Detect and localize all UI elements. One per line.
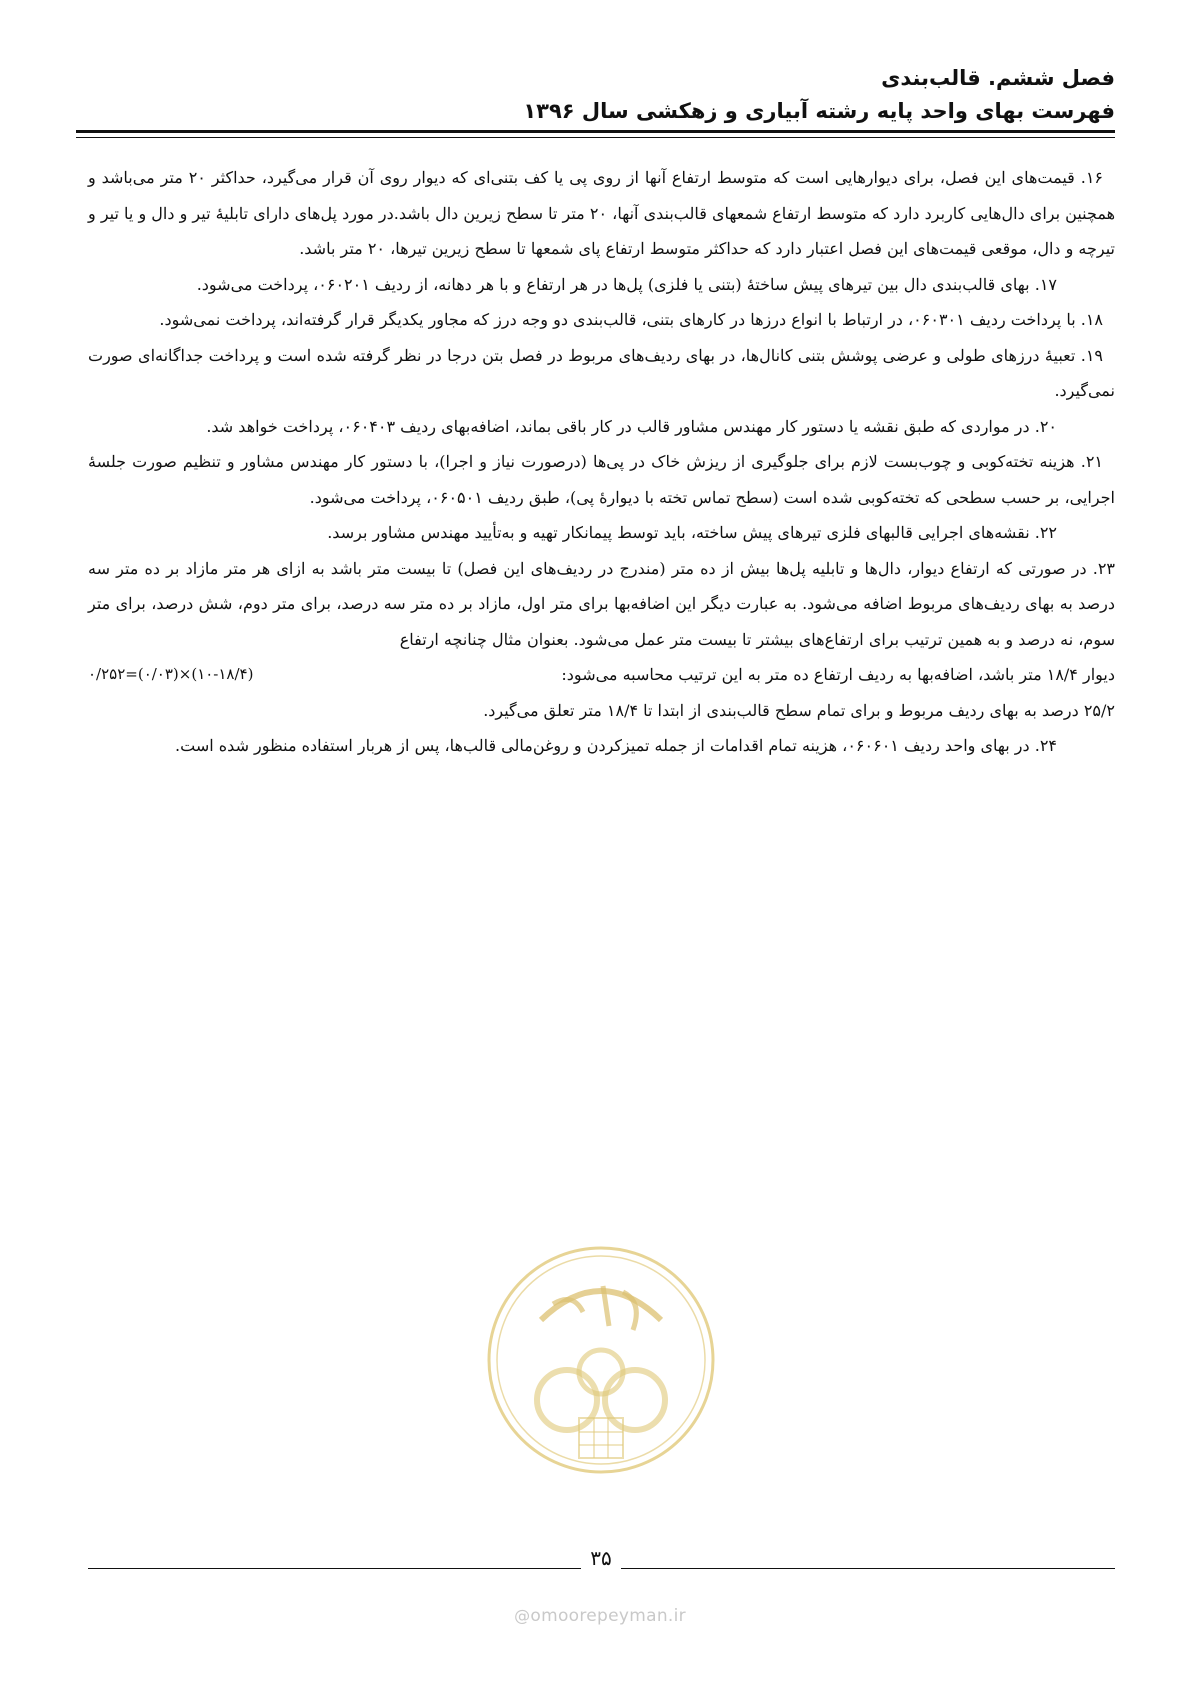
paragraph-16: ۱۶. قیمت‌های این فصل، برای دیوارهایی است که متوسط ارتفاع آنها از روی پی یا کف بتنی‌ای که دیوار روی آن قرار می‌گیرد، حداکثر ۲۰ متر می‌باشد و همچنین برای دال‌هایی کاربرد دارد که متوسط ارتفاع شمعهای قالب‌بندی آنها، ۲۰ متر تا سطح زیرین دال باشد.در مورد پل‌های دارای تابلیهٔ تیر و دال و یا تیر و تیرچه و دال، موقعی قیمت‌های این فصل اعتبار دارد که حداکثر متوسط ارتفاع پای شمعها تا سطح زیرین تیرها، ۲۰ متر باشد. xyxy=(88,168,1116,258)
paragraph-20: ۲۰. در مواردی که طبق نقشه یا دستور کار مهندس مشاور قالب در کار باقی بماند، اضافه‌بهای ردیف ۰۶۰۴۰۳، پرداخت خواهد شد. xyxy=(206,416,1057,436)
paragraph-22: ۲۲. نقشه‌های اجرایی قالبهای فلزی تیرهای پیش ساخته، باید توسط پیمانکار تهیه و به‌تأیید مهندس مشاور برسد. xyxy=(327,523,1057,542)
body-text xyxy=(88,160,1115,764)
paragraph-21: ۲۱. هزینه تخته‌کوبی و چوب‌بست لازم برای جلوگیری از ریزش خاک در پی‌ها (درصورت نیاز و اجرا)، با دستور کار مهندس مشاور و تنظیم صورت جلسهٔ اجرایی، بر حسب سطحی که تخته‌کوبی شده است (سطح تماس تخته با دیوارهٔ پی)، طبق ردیف ۰۶۰۵۰۱، پرداخت می‌شود. xyxy=(88,452,1115,507)
site-watermark xyxy=(480,1606,720,1626)
paragraph-23: ۲۳. در صورتی که ارتفاع دیوار، دال‌ها و تابلیه پل‌ها بیش از ده متر (مندرج در ردیف‌های این فصل) تا بیست متر باشد به ازای هر متر مازاد بر ده متر سه درصد به بهای ردیف‌های مربوط اضافه می‌شود. به عبارت دیگر این اضافه‌بها برای متر اول، مازاد بر ده متر سه درصد، برای متر دوم، شش درصد، برای متر سوم، نه درصد و به همین ترتیب برای ارتفاع‌های بیشتر تا بیست متر عمل می‌شود. بعنوان مثال چنانچه ارتفاع xyxy=(88,558,1116,649)
page-number: ۳۵ xyxy=(581,1546,621,1570)
paragraph-17: ۱۷. بهای قالب‌بندی دال بین تیرهای پیش ساختهٔ (بتنی یا فلزی) پل‌ها در هر ارتفاع و با هر دهانه، از ردیف ۰۶۰۲۰۱، پرداخت می‌شود. xyxy=(196,274,1057,294)
price-list-title: فهرست بهای واحد پایه رشته آبیاری و زهکشی سال ۱۳۹۶ xyxy=(523,99,1115,123)
paragraph-18: ۱۸. با پرداخت ردیف ۰۶۰۳۰۱، در ارتباط با انواع درزها در کارهای بتنی، قالب‌بندی دو وجه درز که مجاور یکدیگر قرار گرفته‌اند، پرداخت نمی‌شود. xyxy=(159,310,1103,329)
paragraph-19: ۱۹. تعبیهٔ درزهای طولی و عرضی پوشش بتنی کانال‌ها، در بهای ردیف‌های مربوط در فصل بتن درجا در نظر گرفته شده است و پرداخت جداگانه‌ای صورت نمی‌گیرد. xyxy=(88,345,1115,400)
chapter-title: فصل ششم. قالب‌بندی xyxy=(881,66,1115,90)
paragraph-24: ۲۴. در بهای واحد ردیف ۰۶۰۶۰۱، هزینه تمام اقدامات از جمله تمیزکردن و روغن‌مالی قالب‌ها، پس از هربار استفاده منظور شده است. xyxy=(175,736,1057,755)
calculation-result: ۲۵/۲ درصد به بهای ردیف مربوط و برای تمام سطح قالب‌بندی از ابتدا تا ۱۸/۴ متر تعلق می‌گیرد. xyxy=(483,700,1115,720)
calculation-line xyxy=(88,657,1115,693)
watermark-site: omoorepeyman.ir xyxy=(530,1606,686,1626)
header-rule-thick xyxy=(76,130,1115,133)
calculation-text: دیوار ۱۸/۴ متر باشد، اضافه‌بها به ردیف ارتفاع ده متر به این ترتیب محاسبه می‌شود: xyxy=(561,665,1115,684)
header-rule-thin xyxy=(76,137,1115,138)
page-header xyxy=(75,62,1115,128)
calculation-formula: ۰/۲۵۲=(۰/۰۳)×(۱۰-۱۸/۴) xyxy=(88,665,254,683)
at-sign-icon: @ xyxy=(514,1606,531,1625)
omoor-peyman-seal-logo xyxy=(483,1242,719,1478)
